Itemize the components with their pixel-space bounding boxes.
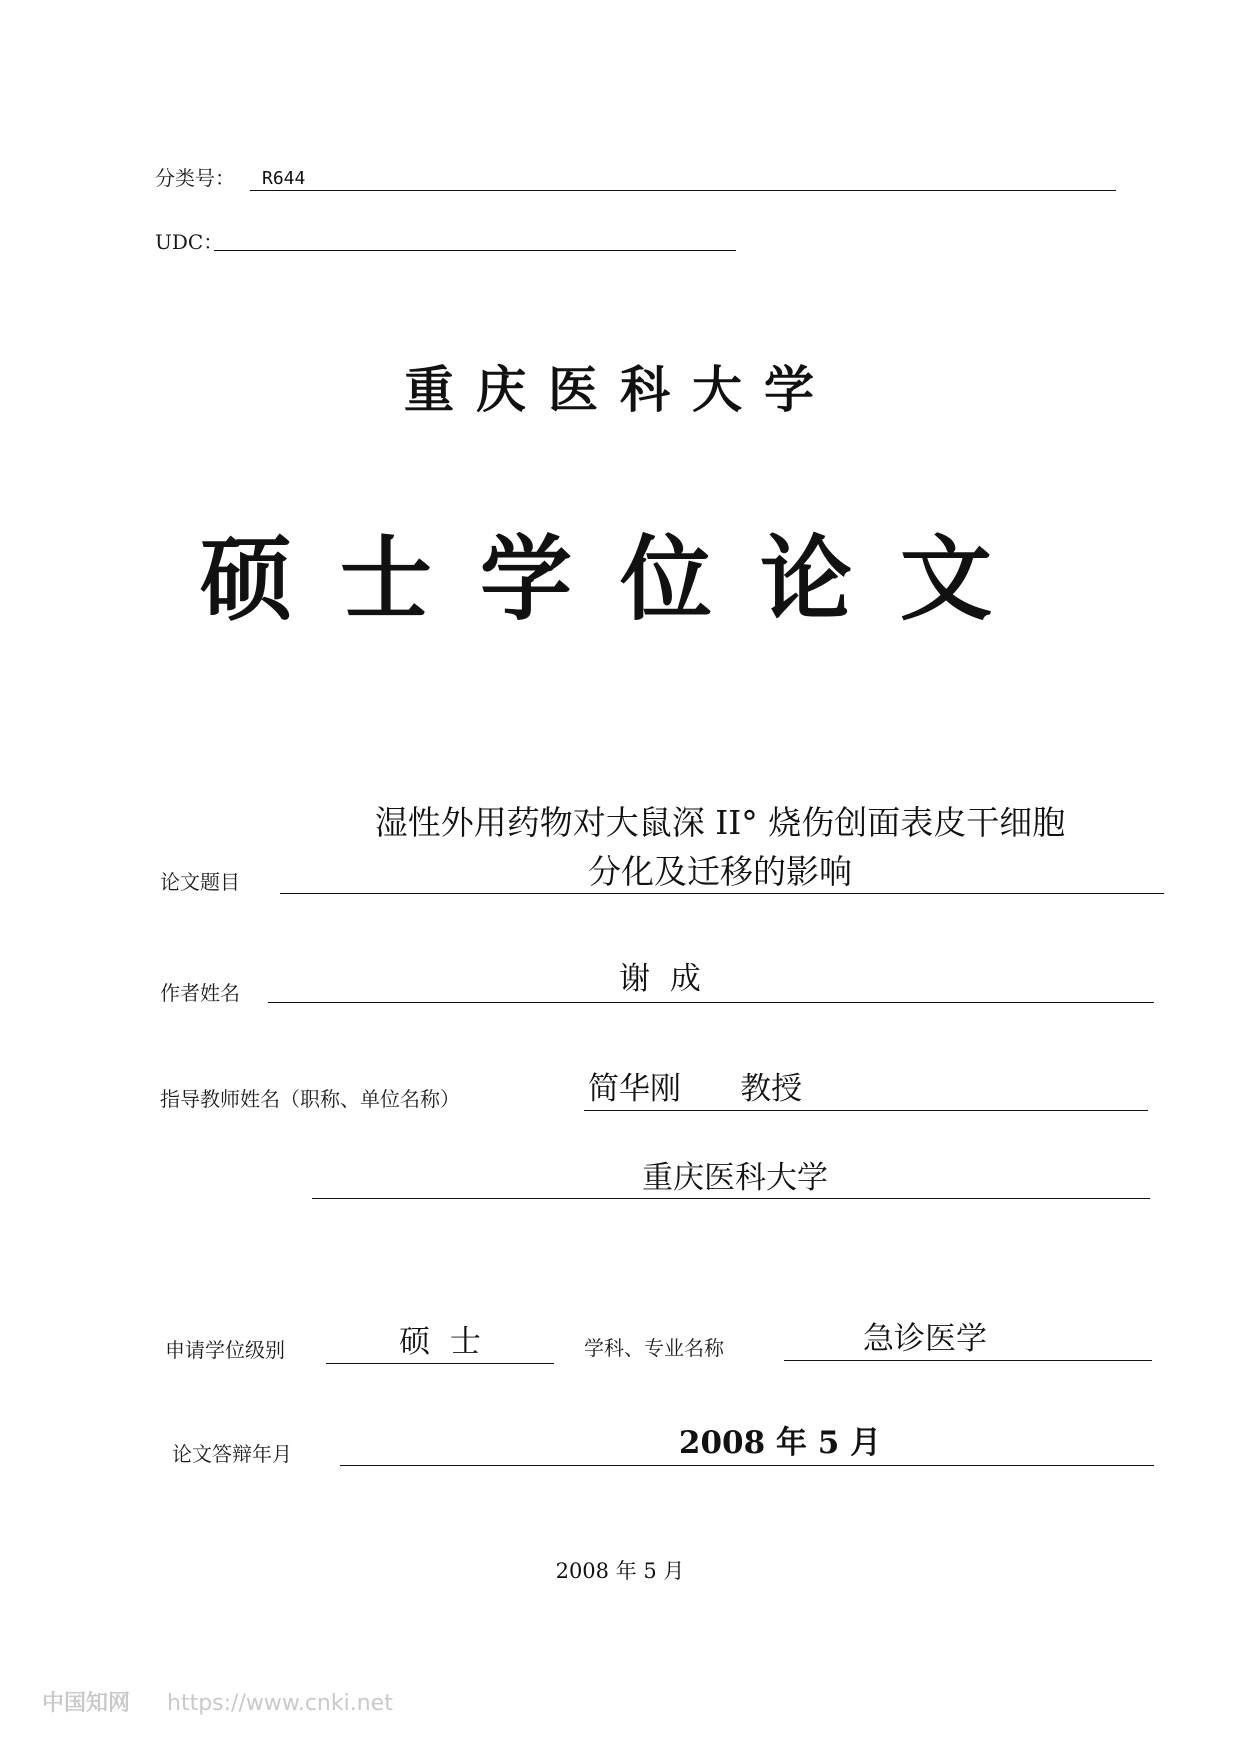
thesis-title-line-1: 湿性外用药物对大鼠深 II° 烧伤创面表皮干细胞 <box>374 803 1066 842</box>
footer-date: 2008 年 5 月 <box>555 1559 685 1583</box>
advisor-name: 简华刚 教授 <box>588 1071 803 1107</box>
defense-date-value: 2008 年 5 月 <box>678 1425 882 1461</box>
advisor-label: 指导教师姓名（职称、单位名称） <box>160 1087 460 1111</box>
defense-date-underline <box>340 1465 1154 1466</box>
class-number-label: 分类号： <box>155 166 235 190</box>
udc-underline <box>214 250 736 251</box>
cnki-url: https://www.cnki.net <box>167 1691 393 1716</box>
major-underline <box>784 1360 1152 1361</box>
university-name: 重庆医科大学 <box>404 361 836 419</box>
major-value: 急诊医学 <box>863 1321 987 1357</box>
advisor-unit: 重庆医科大学 <box>642 1160 828 1196</box>
defense-date-label: 论文答辩年月 <box>172 1442 292 1466</box>
author-label: 作者姓名 <box>160 981 240 1005</box>
thesis-title-line-2: 分化及迁移的影响 <box>588 852 852 891</box>
thesis-title-label: 论文题目 <box>160 870 240 894</box>
major-label: 学科、专业名称 <box>584 1336 724 1360</box>
degree-level-label: 申请学位级别 <box>165 1338 285 1362</box>
class-number-underline <box>250 190 1116 191</box>
author-underline <box>268 1002 1154 1003</box>
class-number-value: R644 <box>262 168 306 189</box>
thesis-title-underline <box>280 893 1164 894</box>
degree-level-value: 硕 士 <box>399 1324 481 1360</box>
advisor-underline <box>584 1110 1148 1111</box>
degree-level-underline <box>326 1363 554 1364</box>
cnki-watermark <box>42 1686 393 1717</box>
author-name: 谢 成 <box>619 961 701 997</box>
udc-label: UDC： <box>155 230 224 254</box>
document-type-heading: 硕士学位论文 <box>199 526 1040 633</box>
advisor-unit-underline <box>312 1198 1150 1199</box>
cnki-brand: 中国知网 <box>42 1691 131 1716</box>
